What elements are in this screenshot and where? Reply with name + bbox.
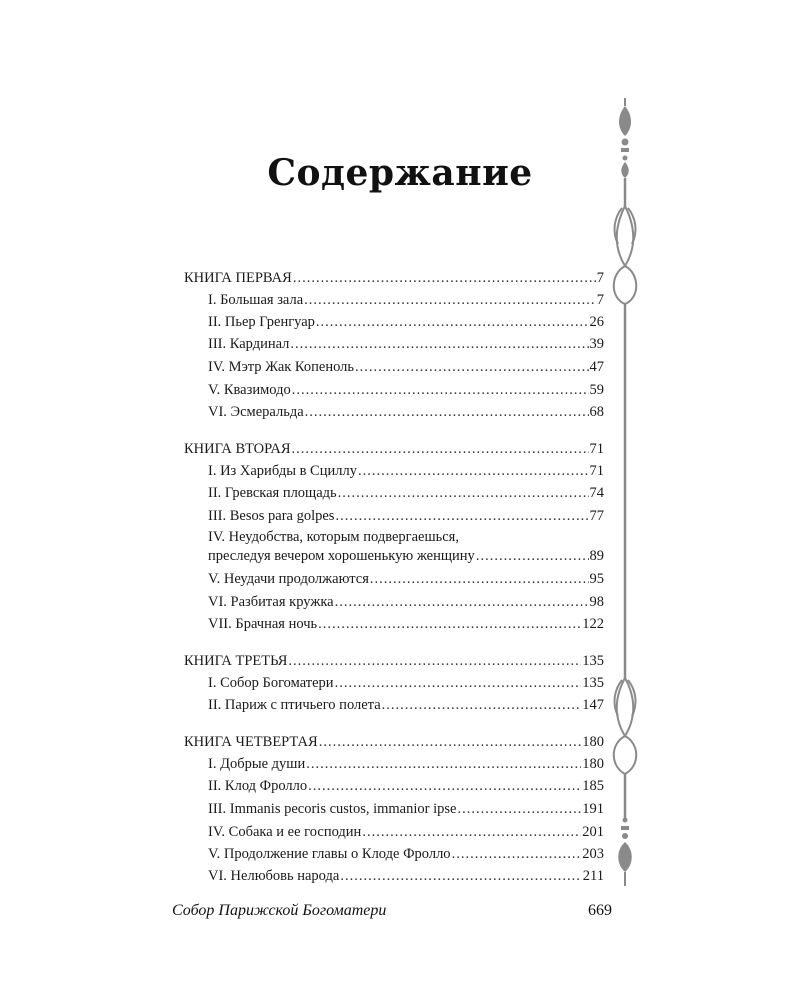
toc-entry-label: КНИГА ТРЕТЬЯ [184,653,288,669]
toc-chapter[interactable] [208,776,604,796]
toc-book-heading[interactable] [184,651,604,671]
leader-dots [452,844,582,864]
toc-entry-label: I. Добрые души [208,756,306,772]
toc-entry-page: 180 [582,756,604,772]
toc-chapter[interactable] [208,461,604,481]
toc-entry-label-line1[interactable]: IV. Неудобства, которым подвергаешься, [208,529,459,545]
leader-dots [291,439,588,459]
toc-entry-page: 95 [589,571,604,587]
leader-dots [340,866,581,886]
finial-bottom-drop-icon [618,842,632,872]
toc-chapter[interactable] [208,592,604,612]
toc-book-heading[interactable] [184,439,604,459]
toc-entry-label: I. Собор Богоматери [208,675,334,691]
toc-chapter[interactable] [208,334,604,354]
toc-entry-page: 59 [589,382,604,398]
toc-chapter[interactable] [208,380,604,400]
leader-dots [457,799,581,819]
toc-chapter[interactable] [208,290,604,310]
toc-entry-label: III. Кардинал [208,336,290,352]
leader-dots [335,506,588,526]
toc-entry-page: 147 [582,697,604,713]
finial-drop-icon [619,106,631,136]
toc-entry-page: 203 [582,846,604,862]
toc-chapter[interactable] [208,357,604,377]
leader-dots [335,673,582,693]
toc-entry-label: III. Immanis pecoris custos, immanior ipse [208,801,457,817]
toc-entry-label: I. Из Харибды в Сциллу [208,463,357,479]
leader-dots [288,651,581,671]
toc-entry-label: преследуя вечером хорошенькую женщину [208,548,475,564]
toc-entry-page: 74 [589,485,604,501]
toc-chapter[interactable] [208,546,604,566]
page-number: 669 [588,902,612,919]
toc-book-heading[interactable] [184,268,604,288]
leader-dots [358,461,589,481]
toc-entry-label: VI. Разбитая кружка [208,594,334,610]
leader-dots [318,614,581,634]
toc-chapter[interactable] [208,312,604,332]
toc-entry-page: 211 [582,868,604,884]
leader-dots [476,546,589,566]
toc-chapter[interactable] [208,844,604,864]
leader-dots [338,483,589,503]
toc-entry-page: 201 [582,824,604,840]
toc-entry-page: 71 [589,463,604,479]
toc-entry-label: II. Пьер Гренгуар [208,314,315,330]
toc-entry-page: 77 [589,508,604,524]
leader-dots [362,822,581,842]
toc-entry-label: V. Квазимодо [208,382,291,398]
toc-entry-page: 71 [589,441,604,457]
toc-chapter[interactable] [208,754,604,774]
toc-entry-label: V. Неудачи продолжаются [208,571,369,587]
toc-entry-label: II. Париж с птичьего полета [208,697,381,713]
toc-entry-page: 89 [589,548,604,564]
leader-dots [292,380,589,400]
toc-entry-label: КНИГА ВТОРАЯ [184,441,291,457]
toc-entry-page: 180 [582,734,604,750]
toc-entry-label: VI. Нелюбовь народа [208,868,340,884]
toc-entry-label: II. Гревская площадь [208,485,337,501]
toc-entry-page: 135 [582,675,604,691]
toc-chapter[interactable] [208,402,604,422]
leader-dots [355,357,589,377]
footer-book-title: Собор Парижской Богоматери [172,902,387,919]
leader-dots [316,312,589,332]
toc-chapter[interactable] [208,866,604,886]
toc-chapter[interactable] [208,614,604,634]
toc-chapter[interactable] [208,569,604,589]
toc-entry-label: V. Продолжение главы о Клоде Фролло [208,846,451,862]
toc-entry-page: 135 [582,653,604,669]
page-title: Содержание [267,152,533,194]
toc-chapter[interactable] [208,506,604,526]
toc-entry-label: IV. Собака и ее господин [208,824,362,840]
toc-entry-label: III. Besos para golpes [208,508,335,524]
toc-entry-page: 7 [596,292,604,308]
toc-chapter[interactable] [208,822,604,842]
toc-book-heading[interactable] [184,732,604,752]
leader-dots [382,695,582,715]
toc-chapter[interactable] [208,799,604,819]
leader-dots [370,569,589,589]
leader-dots [308,776,581,796]
leader-dots [293,268,596,288]
toc-entry-page: 185 [582,778,604,794]
toc-entry-page: 26 [589,314,604,330]
toc-entry-page: 68 [589,404,604,420]
leader-dots [335,592,589,612]
leader-dots [290,334,588,354]
toc-entry-page: 122 [582,616,604,632]
toc-entry-page: 39 [589,336,604,352]
toc-entry-page: 191 [582,801,604,817]
toc-entry-label: VII. Брачная ночь [208,616,318,632]
toc-entry-page: 47 [589,359,604,375]
toc-entry-page: 7 [596,270,604,286]
toc-entry-label: КНИГА ЧЕТВЕРТАЯ [184,734,318,750]
leader-dots [305,402,589,422]
toc-entry-label: II. Клод Фролло [208,778,308,794]
toc-chapter[interactable] [208,695,604,715]
toc-entry-page: 98 [589,594,604,610]
toc-entry-label: КНИГА ПЕРВАЯ [184,270,292,286]
decorative-vertical-ornament [600,98,650,888]
toc-chapter[interactable] [208,673,604,693]
leader-dots [306,754,581,774]
toc-entry-label: I. Большая зала [208,292,304,308]
leader-dots [319,732,582,752]
toc-chapter[interactable] [208,483,604,503]
toc-entry-label: VI. Эсмеральда [208,404,304,420]
leader-dots [304,290,596,310]
toc-entry-label: IV. Мэтр Жак Копеноль [208,359,354,375]
